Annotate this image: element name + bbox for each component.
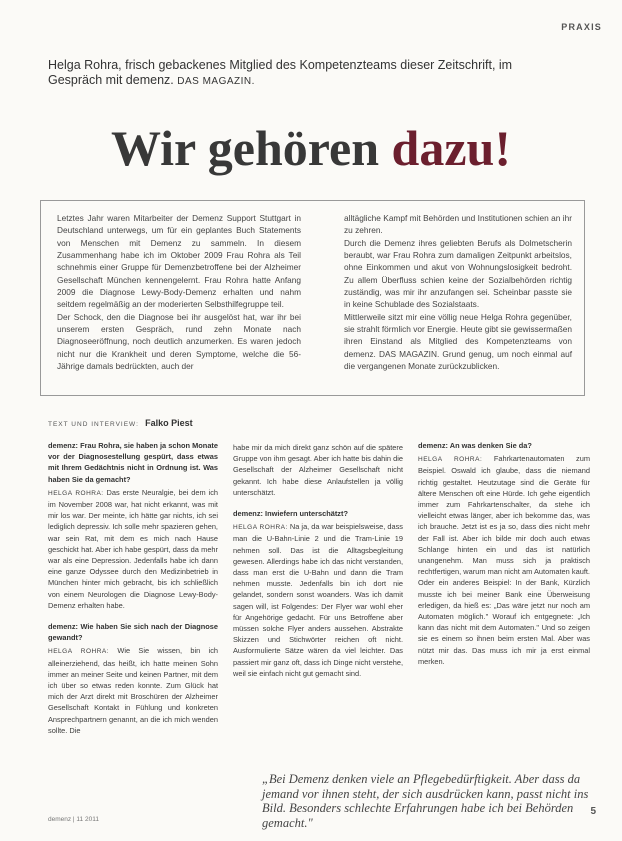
intro-box-paragraph: Durch die Demenz ihres geliebten Berufs als Dolmetscherin beraubt, war Frau Rohra zum damaligen Zeitpunkt arbeitslos, ohne Einkommen und akut von Wohnungslosigkeit bedroht. Zu allem Überfluss schien keine der Sozialbehörden richtig zuständig, was mir ihr anzufangen sei. Scheinbar passte sie in keine Schublade des Sozialstaats.: [344, 237, 572, 310]
page-number: 5: [590, 806, 596, 817]
intro-body: Helga Rohra, frisch gebackenes Mitglied des Kompetenzteams dieser Zeitschrift, im Gespräch mit demenz.: [48, 58, 513, 87]
pull-quote: „Bei Demenz denken viele an Pflegebedürftigkeit. Aber dass da jemand vor ihnen steht, der sich ausdrücken kann, passt nicht ins Bild. Besonders schlechte Erfahrungen habe ich bei Behörden gemacht.": [262, 772, 589, 830]
intro-box-paragraph: alltägliche Kampf mit Behörden und Institutionen schien an ihr zu zehren.: [344, 213, 572, 236]
interview-answer: [233, 521, 403, 679]
answer-speaker: HELGA ROHRA:: [48, 489, 104, 497]
interview-answer: [48, 487, 218, 611]
headline-main: Wir gehören: [110, 120, 392, 176]
byline-author: Falko Piest: [145, 418, 193, 428]
byline-tag: TEXT UND INTERVIEW:: [48, 421, 139, 428]
interview-question: demenz: Frau Rohra, sie haben ja schon Monate vor der Diagnosestellung gespürt, dass etwas mit Ihrem Gedächtnis nicht in Ordnung ist. Was haben Sie da gemacht?: [48, 441, 218, 484]
intro-box: [40, 200, 585, 396]
answer-speaker: HELGA ROHRA:: [48, 648, 110, 656]
intro-brand: DAS MAGAZIN.: [177, 76, 255, 87]
intro-box-paragraph: Letztes Jahr waren Mitarbeiter der Demenz Support Stuttgart in Deutschland unterwegs, um für ein geplantes Buch Statements von Menschen mit Demenz zu sammeln. In diesem Zusammenhang habe ich im Oktober 2009 Frau Rohra als Teil schnehmis einer Gruppe für Demenzbetroffene bei der Alzheimer Gesellschaft München kennengelernt. Frau Rohra hatte Anfang 2009 die Diagnose Lewy-Body-Demenz erhalten und nahm seitdem regelmäßig an der moderierten Selbsthilfegruppe teil.: [57, 213, 301, 310]
intro-text: [48, 58, 548, 89]
intro-box-left-column: [57, 212, 301, 372]
article-column-2: [233, 440, 403, 758]
headline: [0, 118, 622, 178]
interview-answer: habe mir da mich direkt ganz schön auf die spätere Gruppe von ihm gesagt. Aber ich hatte bis dahin die Gesellschaft der Alzheimer Gesellschaft nicht gekannt. Ich habe diese Anlaufstellen ja völlig unterschätzt.: [233, 443, 403, 497]
intro-box-right-column: [344, 212, 572, 372]
intro-box-paragraph: Der Schock, den die Diagnose bei ihr ausgelöst hat, war ihr bei unserem ersten Gespräch, rund zehn Monate nach Diagnoseeröffnung, noch deutlich anzumerken. Es waren jedoch nicht nur die Krankheit und deren Symptome, welche die 56-Jährige damals bedrückten, auch der: [57, 311, 301, 372]
answer-text: Wie Sie wissen, bin ich alleinerziehend, das heißt, ich hatte meinen Sohn immer an meiner Seite und keinen Partner, mit dem ich über so etwas reden konnte. Zum Glück hat mich der Arzt direkt mit Broschüren der Alzheimer Gesellschaft Kontakt in Fühlung und konkreten Ansprechpartnern genannt, an die ich mich wenden sollte. Die: [48, 646, 218, 735]
interview-answer: [418, 453, 590, 667]
interview-answer: [48, 645, 218, 736]
byline: [48, 418, 193, 428]
footer-issue: demenz | 11 2011: [48, 816, 99, 823]
intro-box-paragraph: Mittlerweile sitzt mir eine völlig neue Helga Rohra gegenüber, sie strahlt förmlich vor Energie. Heute gibt sie gewissermaßen ihren Einstand als Mitglied des Kompetenzteams von demenz. DAS MAGAZIN. Grund genug, um noch einmal auf die vergangenen Monate zurückzublicken.: [344, 311, 572, 372]
answer-speaker: HELGA ROHRA:: [233, 524, 288, 532]
answer-text: Das erste Neuralgie, bei dem ich im November 2008 war, hat nicht erkannt, was mit mir los war. Der meinte, ich hätte gar nichts, ich sei lediglich depressiv. Ich solle mehr spazieren gehen, war sein Rat, mit dem es mich nach Hause geschickt hat. Aber ich habe gespürt, dass da mehr war als eine Depression. Jedenfalls habe ich dann eine ganze Odyssee durch den Medizinbetrieb in München hinter mich gebracht, bis ich schließlich von einem Neurologen die Diagnose Lewy-Body-Demenz erhalten habe.: [48, 487, 218, 610]
interview-question: demenz: Wie haben Sie sich nach der Diagnose gewandt?: [48, 622, 218, 643]
answer-text: Fahrkartenautomaten zum Beispiel. Oswald ich glaube, dass die niemand richtig gestaltet. Heutzutage sind die Geräte für ältere Menschen oft eine Hürde. Ich gehe eigentlich immer zum Fahrkartenschalter, da stehe ich vielleicht etwas länger, aber ich bekomme das, was ich brauche. Jetzt ist es ja so, dass dies nicht mehr der Fall ist. Aber ich bilde mir doch auch etwas Schlange hinten ein und das ist natürlich unangenehm. Man muss sich ja praktisch rechtfertigen, warum man nicht am Automaten kauft. Oder ein anderes Beispiel: In der Bank, Kürzlich musste ich bei meiner Bank eine Überweisung erledigen, da hieß es: „Das wäre jetzt nur noch am Automaten möglich." Worauf ich entgegnete: „Ich kann das nicht mit dem Automaten." Und so zeigen sie es einem so ihnen beim ersten Mal. Aber was nützt mir das. Das muss ich mir ja erst einmal merken.: [418, 454, 590, 666]
interview-question: demenz: Inwiefern unterschätzt?: [233, 509, 348, 519]
headline-accent: dazu!: [391, 120, 512, 176]
article-column-1: [48, 440, 218, 810]
article-column-3: [418, 440, 590, 758]
answer-speaker: HELGA ROHRA:: [418, 456, 483, 464]
interview-question: demenz: An was denken Sie da?: [418, 441, 532, 450]
section-label: PRAXIS: [561, 22, 602, 32]
answer-text: Na ja, da war beispielsweise, dass man die U-Bahn-Linie 2 und die Tram-Linie 19 nehmen soll. Das ist die Alltagsbegleitung gewesen. Allerdings habe ich das nicht verstanden, dass man erst die U-Bahn und dann die Tram nehmen musste. Jedenfalls bin ich dort nie gelandet, sondern sonst woanders. Was ich damit sagen will, ist Folgendes: Der Flyer war wohl eher für Angehörige gedacht. Für uns Betroffene aber müssen solche Flyer anders aussehen. Abstrakte Skizzen und Stichwörter reichen oft nicht. Ausformulierte Sätze wären da viel leichter. Das passiert mir ganz oft, dass ich Dinge nicht verstehe, weil sie einfach nicht gut gemacht sind.: [233, 522, 403, 678]
